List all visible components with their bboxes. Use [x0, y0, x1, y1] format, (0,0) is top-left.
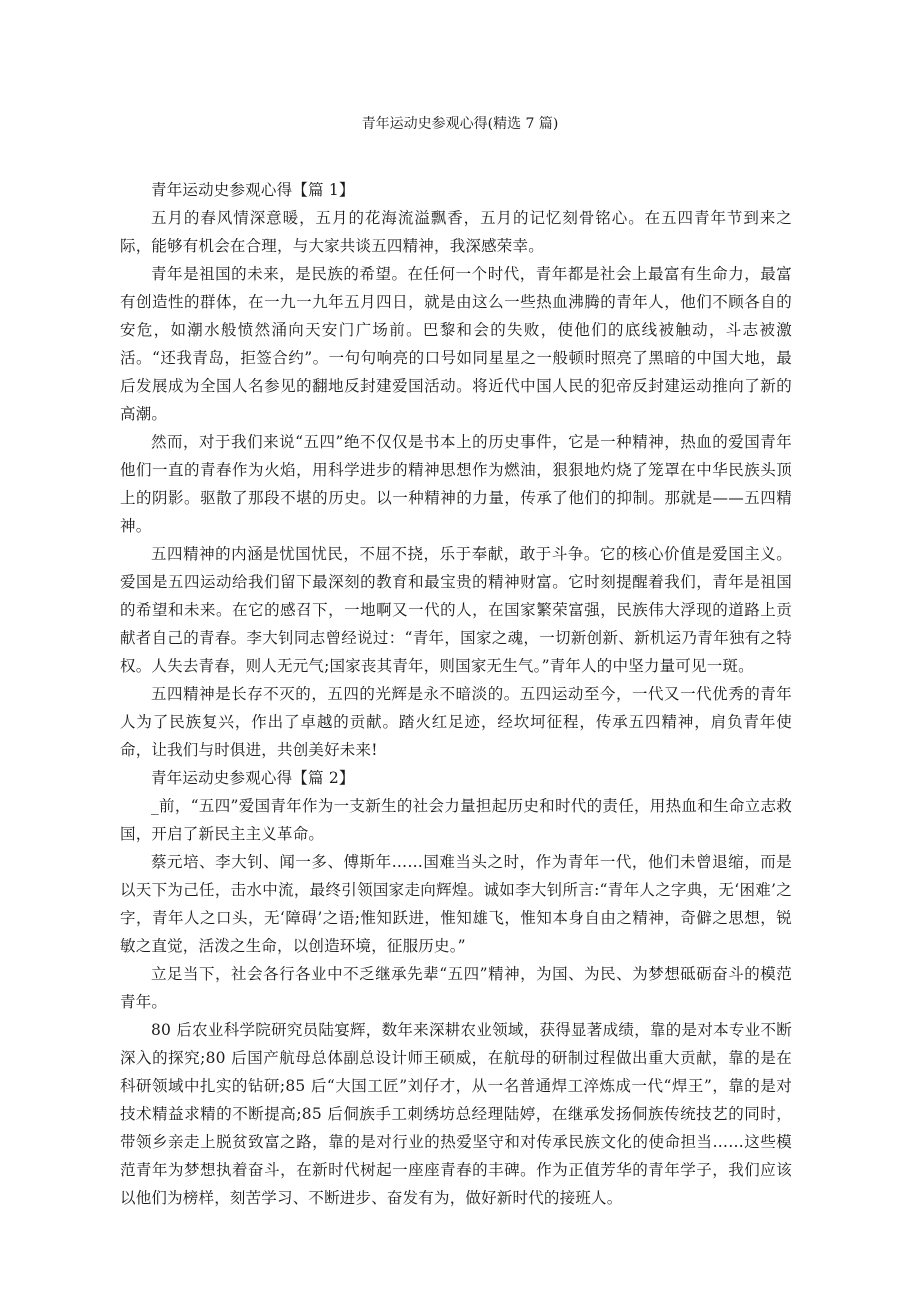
- section-heading: 青年运动史参观心得【篇 1】: [151, 181, 355, 199]
- paragraph: _前，“五四”爱国青年作为一支新生的社会力量担起历史和时代的责任，用热血和生命立志救国，开启了新民主主义革命。: [120, 797, 792, 843]
- paragraph: 五四精神是长存不灭的，五四的光辉是永不暗淡的。五四运动至今，一代又一代优秀的青年人为了民族复兴，作出了卓越的贡献。踏火红足迹，经坎坷征程，传承五四精神，肩负青年使命，让我们与时俱进，共创美好未来!: [120, 685, 792, 759]
- document-title: 青年运动史参观心得(精选 7 篇): [361, 116, 559, 132]
- paragraph: 立足当下，社会各行各业中不乏继承先辈“五四”精神，为国、为民、为梦想砥砺奋斗的模范青年。: [120, 965, 792, 1011]
- paragraph: 五四精神的内涵是忧国忧民，不屈不挠，乐于奉献，敢于斗争。它的核心价值是爱国主义。爱国是五四运动给我们留下最深刻的教育和最宝贵的精神财富。它时刻提醒着我们，青年是祖国的希望和未来。在它的感召下，一地啊又一代的人，在国家繁荣富强，民族伟大浮现的道路上贡献者自己的青春。李大钊同志曾经说过：“青年，国家之魂，一切新创新、新机运乃青年独有之特权。人失去青春，则人无元气;国家丧其青年，则国家无生气。”青年人的中坚力量可见一斑。: [120, 545, 792, 675]
- paragraph: 五月的春风情深意暖，五月的花海流溢飘香，五月的记忆刻骨铭心。在五四青年节到来之际，能够有机会在合理，与大家共谈五四精神，我深感荣幸。: [120, 209, 792, 255]
- paragraph: 蔡元培、李大钊、闻一多、傅斯年……国难当头之时，作为青年一代，他们未曾退缩，而是以天下为己任，击水中流，最终引领国家走向辉煌。诚如李大钊所言:“青年人之字典，无‘困难’之字，青年人之口头，无‘障碍’之语;惟知跃进，惟知雄飞，惟知本身自由之精神，奇僻之思想，锐敏之直觉，活泼之生命，以创造环境，征服历史。”: [120, 853, 792, 955]
- paragraph: 80 后农业科学院研究员陆宴辉，数年来深耕农业领域，获得显著成绩，靠的是对本专业不断深入的探究;80 后国产航母总体副总设计师王硕威，在航母的研制过程做出重大贡献，靠的是在科研领域中扎实的钻研;85 后“大国工匠”刘仔才，从一名普通焊工淬炼成一代“焊王”，靠的是对技术精益求精的不断提高;85 后侗族手工刺绣坊总经理陆婷，在继承发扬侗族传统技艺的同时，带领乡亲走上脱贫致富之路，靠的是对行业的热爱坚守和对传承民族文化的使命担当……这些模范青年为梦想执着奋斗，在新时代树起一座座青春的丰碑。作为正值芳华的青年学子，我们应该以他们为榜样，刻苦学习、不断进步、奋发有为，做好新时代的接班人。: [120, 1021, 792, 1207]
- section-heading: 青年运动史参观心得【篇 2】: [151, 769, 355, 787]
- paragraph: 然而，对于我们来说“五四”绝不仅仅是书本上的历史事件，它是一种精神，热血的爱国青年他们一直的青春作为火焰，用科学进步的精神思想作为燃油，狠狠地灼烧了笼罩在中华民族头顶上的阴影。驱散了那段不堪的历史。以一种精神的力量，传承了他们的抑制。那就是——五四精神。: [120, 433, 792, 535]
- document-body: [120, 176, 792, 1212]
- paragraph: 青年是祖国的未来，是民族的希望。在任何一个时代，青年都是社会上最富有生命力，最富有创造性的群体，在一九一九年五月四日，就是由这么一些热血沸腾的青年人，他们不顾各自的安危，如潮水般愤然涌向天安门广场前。巴黎和会的失败，使他们的底线被触动，斗志被激活。“还我青岛，拒签合约”。一句句响亮的口号如同星星之一般顿时照亮了黑暗的中国大地，最后发展成为全国人名参见的翻地反封建爱国活动。将近代中国人民的犯帝反封建运动推向了新的高潮。: [120, 265, 792, 423]
